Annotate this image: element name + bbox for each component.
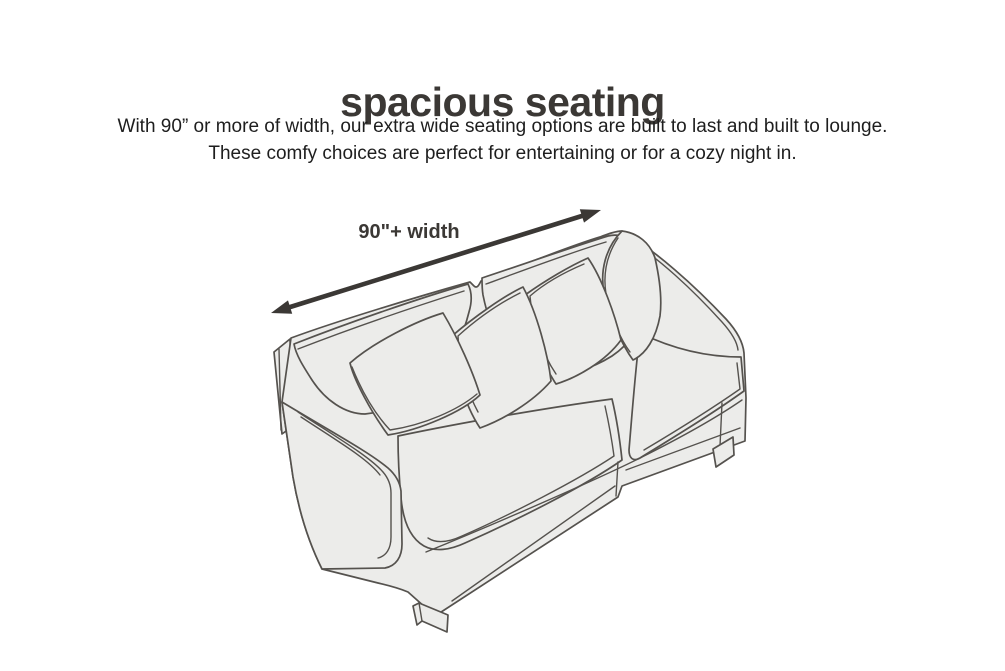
arrow-head-left [271, 300, 292, 313]
intro-line-1: With 90” or more of width, our extra wide seating options are built to last and built to lounge. [117, 116, 888, 137]
dimension-label: 90"+ width [358, 221, 460, 243]
page-title: spacious seating [340, 79, 665, 126]
intro-line-2: These comfy choices are perfect for entertaining or for a cozy night in. [208, 143, 797, 164]
arrow-head-right [580, 209, 601, 222]
